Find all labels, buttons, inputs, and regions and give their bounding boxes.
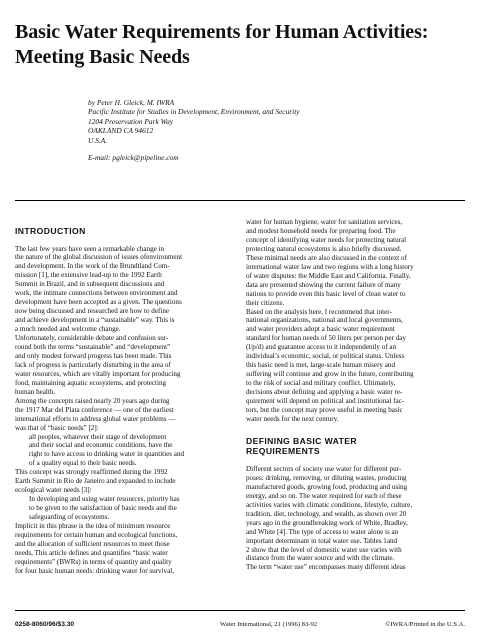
- paragraph: [15, 522, 231, 576]
- text-line: Based on the analysis here, I recommend that inter-: [246, 307, 392, 316]
- text-line: and only modest forward progress has been made. This: [15, 351, 172, 360]
- text-line: activities varies with climatic conditions, lifestyle, culture,: [246, 500, 413, 509]
- paragraph: [246, 218, 465, 308]
- text-line: In developing and using water resources, priority has: [29, 495, 180, 504]
- text-line: mission [1], the extensive lead-up to the 1992 Earth: [15, 271, 162, 280]
- section-heading-introduction: INTRODUCTION: [15, 226, 86, 236]
- text-line: and water providers adopt a basic water requirement: [246, 325, 395, 334]
- text-line: years ago in the groundbreaking work of White, Bradley,: [246, 518, 408, 527]
- text-line: tradition, diet, technology, and wealth, as shown over 20: [246, 509, 407, 518]
- text-line: This concept was strongly reaffirmed during the 1992: [15, 468, 168, 477]
- text-line: work, the intimate connections between environment and: [15, 289, 178, 298]
- text-line: a much needed and welcome change.: [15, 325, 121, 334]
- text-line: needs, This article defines and quantifies “basic water: [15, 548, 168, 557]
- text-line: now being discussed and researched are how to define: [15, 307, 170, 316]
- author-city: OAKLAND CA 94612: [88, 126, 154, 136]
- author-email: E-mail: pgleick@pipeline.com: [88, 153, 179, 163]
- text-line: and modest household needs for preparing food. The: [246, 226, 396, 235]
- text-line: lack of progress is particularly disturbing in the area of: [15, 360, 171, 369]
- text-line: and White [4]. The type of access to water alone is an: [246, 527, 399, 536]
- text-line: right to have access to drinking water in quantities and: [29, 450, 185, 459]
- block-quote: [15, 495, 231, 522]
- paragraph: [246, 563, 465, 572]
- left-column-body: [15, 245, 231, 576]
- text-line: These minimal needs are also discussed in the context of: [246, 253, 407, 262]
- text-line: (l/p/d) and guarantee access to it independently of an: [246, 343, 397, 352]
- paragraph: [15, 468, 231, 495]
- text-line: Different sectors of society use water for different pur-: [246, 464, 402, 473]
- text-line: energy, and so on. The water required for each of these: [246, 491, 402, 500]
- text-line: Summit in Brazil, and in subsequent discussions and: [15, 280, 165, 289]
- text-line: suffering will continue and grow in the future, contributing: [246, 370, 414, 379]
- text-line: decisions about defining and applying a basic water re-: [246, 388, 403, 397]
- text-line: the 1917 Mar del Plata conference — one of the earliest: [15, 405, 174, 414]
- heading-line-2: REQUIREMENTS: [246, 446, 321, 457]
- author-affiliation: Pacific Institute for Studies in Development, Environment, and Security: [88, 107, 300, 117]
- author-street: 1204 Preservation Park Way: [88, 116, 174, 126]
- text-line: individual’s economic, social, or political status. Unless: [246, 352, 405, 361]
- text-line: of a quality equal to their basic needs.: [29, 459, 137, 468]
- text-line: development have been accepted as a given. The questions: [15, 298, 182, 307]
- text-line: water needs for the next century.: [246, 414, 339, 423]
- text-line: manufactured goods, growing food, producing and using: [246, 482, 408, 491]
- text-line: their citizens.: [246, 298, 285, 307]
- heading-line-1: DEFINING BASIC WATER: [246, 435, 357, 446]
- text-line: ecological water needs [3]:: [15, 486, 92, 495]
- text-line: this basic need is met, large-scale human misery and: [246, 361, 395, 370]
- text-line: national organizations, national and local governments,: [246, 316, 403, 325]
- text-line: nations to provide even this basic level of clean water to: [246, 289, 406, 298]
- text-line: food, maintaining aquatic ecosystems, and protecting: [15, 378, 167, 387]
- right-column: [246, 218, 465, 572]
- text-line: was that of “basic needs” [2]:: [15, 423, 99, 432]
- text-line: international efforts to address global water problems —: [15, 414, 176, 423]
- author-block: [88, 98, 300, 162]
- text-line: distance from the water source and with the climate.: [246, 554, 395, 563]
- text-line: safeguarding of ecosystems.: [29, 513, 110, 522]
- text-line: all peoples, whatever their stage of development: [29, 432, 167, 441]
- text-line: water resources, which are vitally important for producing: [15, 369, 181, 378]
- text-line: The term “water use” encompasses many different ideas: [246, 563, 406, 572]
- text-line: international water law and two regions with a long history: [246, 262, 414, 271]
- text-line: of water disputes: the Middle East and California. Finally,: [246, 271, 411, 280]
- top-divider: [15, 200, 465, 201]
- text-line: The last few years have seen a remarkable change in: [15, 244, 165, 253]
- text-line: to be given to the satisfaction of basic needs and the: [29, 504, 177, 513]
- text-line: concept of identifying water needs for protecting natural: [246, 235, 407, 244]
- text-line: requirements for certain human and ecological functions,: [15, 531, 178, 539]
- text-line: Among the concepts raised nearly 20 years ago during: [15, 396, 170, 405]
- text-line: tors, but the concept may prove useful in meeting basic: [246, 406, 403, 415]
- text-line: quirement will depend on political and institutional fac-: [246, 397, 405, 406]
- text-line: requirements” (BWRs) in terms of quantity and quality: [15, 557, 172, 566]
- text-line: the nature of the global discussion of issues ofenvironment: [15, 253, 183, 262]
- footer-copyright: ©IWRA/Printed in the U.S.A.: [385, 621, 465, 628]
- section-heading-defining: [246, 436, 465, 457]
- title-line-1: Basic Water Requirements for Human Activities:: [15, 21, 429, 43]
- text-line: poses: drinking, removing, or diluting wastes, producing: [246, 473, 407, 482]
- text-line: Implicit in this phrase is the idea of minimum resource: [15, 522, 171, 531]
- paragraph: [15, 334, 231, 397]
- bottom-divider: [15, 610, 465, 611]
- text-line: Earth Summit in Rio de Janeiro and expanded to include: [15, 477, 176, 486]
- footer-journal: Water International, 21 (1996) 83-92: [220, 621, 318, 628]
- text-line: for four basic human needs: drinking water for survival,: [15, 566, 174, 575]
- text-line: round both the terms “sustainable” and “development”: [15, 342, 171, 351]
- text-line: to the risk of social and military conflict. Ultimately,: [246, 379, 396, 388]
- title-line-2: Meeting Basic Needs: [15, 46, 190, 68]
- text-line: and achieve development in a “sustainable” way. This is: [15, 316, 175, 325]
- paragraph: [246, 465, 465, 563]
- paragraph: [246, 308, 465, 424]
- right-column-body-bottom: [246, 465, 465, 572]
- block-quote: [15, 433, 231, 469]
- text-line: standard for human needs of 50 liters per person per day: [246, 334, 406, 343]
- paper-title: [15, 20, 465, 70]
- text-line: 2 show that the level of domestic water use varies with: [246, 545, 402, 554]
- right-column-body-top: [246, 218, 465, 424]
- text-line: and development. In the work of the Brundtland Com-: [15, 262, 170, 271]
- left-column: [15, 222, 231, 576]
- author-country: U.S.A.: [88, 135, 108, 145]
- text-line: Unfortunately, considerable debate and confusion sur-: [15, 334, 169, 343]
- footer-code: 0258-8060/96/$3.30: [15, 621, 75, 628]
- text-line: important determinant in total water use. Tables 1and: [246, 536, 398, 545]
- paragraph: [15, 397, 231, 433]
- text-line: data are presented showing the current failure of many: [246, 280, 401, 289]
- text-line: protecting natural ecosystems is also briefly discussed.: [246, 244, 402, 253]
- author-name: by Peter H. Gleick, M. IWRA: [88, 98, 175, 107]
- text-line: human health.: [15, 387, 56, 396]
- text-line: water for human hygiene, water for sanitation services,: [246, 218, 403, 226]
- paragraph: [15, 245, 231, 335]
- text-line: and the allocation of sufficient resources to meet those: [15, 539, 170, 548]
- text-line: and their social and economic conditions, have the: [29, 441, 173, 450]
